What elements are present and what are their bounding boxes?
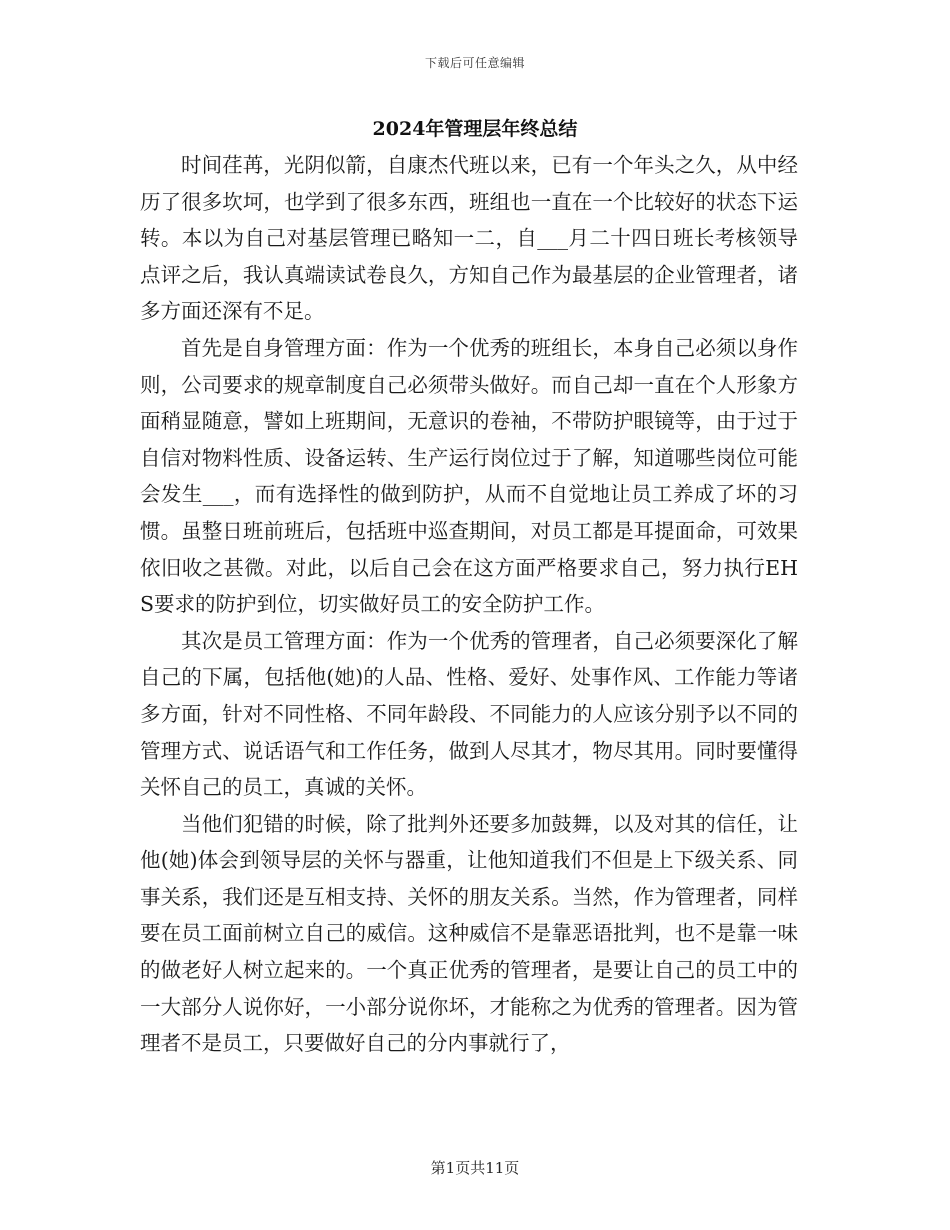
paragraph-2: 首先是自身管理方面：作为一个优秀的班组长，本身自己必须以身作则，公司要求的规章制度自己必须带头做好。而自己却一直在个人形象方面稍显随意，譬如上班期间，无意识的卷袖，不带防护眼镜等，由于过于自信对物料性质、设备运转、生产运行岗位过于了解，知道哪些岗位可能会发生___，而有选择性的做到防护，从而不自觉地让员工养成了坏的习惯。虽整日班前班后，包括班中巡查期间，对员工都是耳提面命，可效果依旧收之甚微。对此，以后自己会在这方面严格要求自己，努力执行EHS要求的防护到位，切实做好员工的安全防护工作。 [140, 335, 798, 617]
document-body [140, 147, 798, 1062]
page-number: 第1页共11页 [430, 1159, 520, 1177]
document-title: 2024年管理层年终总结 [372, 118, 578, 140]
header-note: 下载后可任意编辑 [424, 56, 525, 70]
paragraph-4: 当他们犯错的时候，除了批判外还要多加鼓舞，以及对其的信任，让他(她)体会到领导层的关怀与器重，让他知道我们不但是上下级关系、同事关系，我们还是互相支持、关怀的朋友关系。当然，作为管理者，同样要在员工面前树立自己的威信。这种威信不是靠恶语批判，也不是靠一味的做老好人树立起来的。一个真正优秀的管理者，是要让自己的员工中的一大部分人说你好，一小部分说你坏，才能称之为优秀的管理者。因为管理者不是员工，只要做好自己的分内事就行了， [140, 811, 798, 1056]
paragraph-1: 时间荏苒，光阴似箭，自康杰代班以来，已有一个年头之久，从中经历了很多坎坷，也学到了很多东西，班组也一直在一个比较好的状态下运转。本以为自己对基层管理已略知一二，自___月二十四日班长考核领导点评之后，我认真端读试卷良久，方知自己作为最基层的企业管理者，诸多方面还深有不足。 [140, 153, 798, 324]
paragraph-3: 其次是员工管理方面：作为一个优秀的管理者，自己必须要深化了解自己的下属，包括他(她)的人品、性格、爱好、处事作风、工作能力等诸多方面，针对不同性格、不同年龄段、不同能力的人应该分别予以不同的管理方式、说话语气和工作任务，做到人尽其才，物尽其用。同时要懂得关怀自己的员工，真诚的关怀。 [140, 628, 798, 800]
